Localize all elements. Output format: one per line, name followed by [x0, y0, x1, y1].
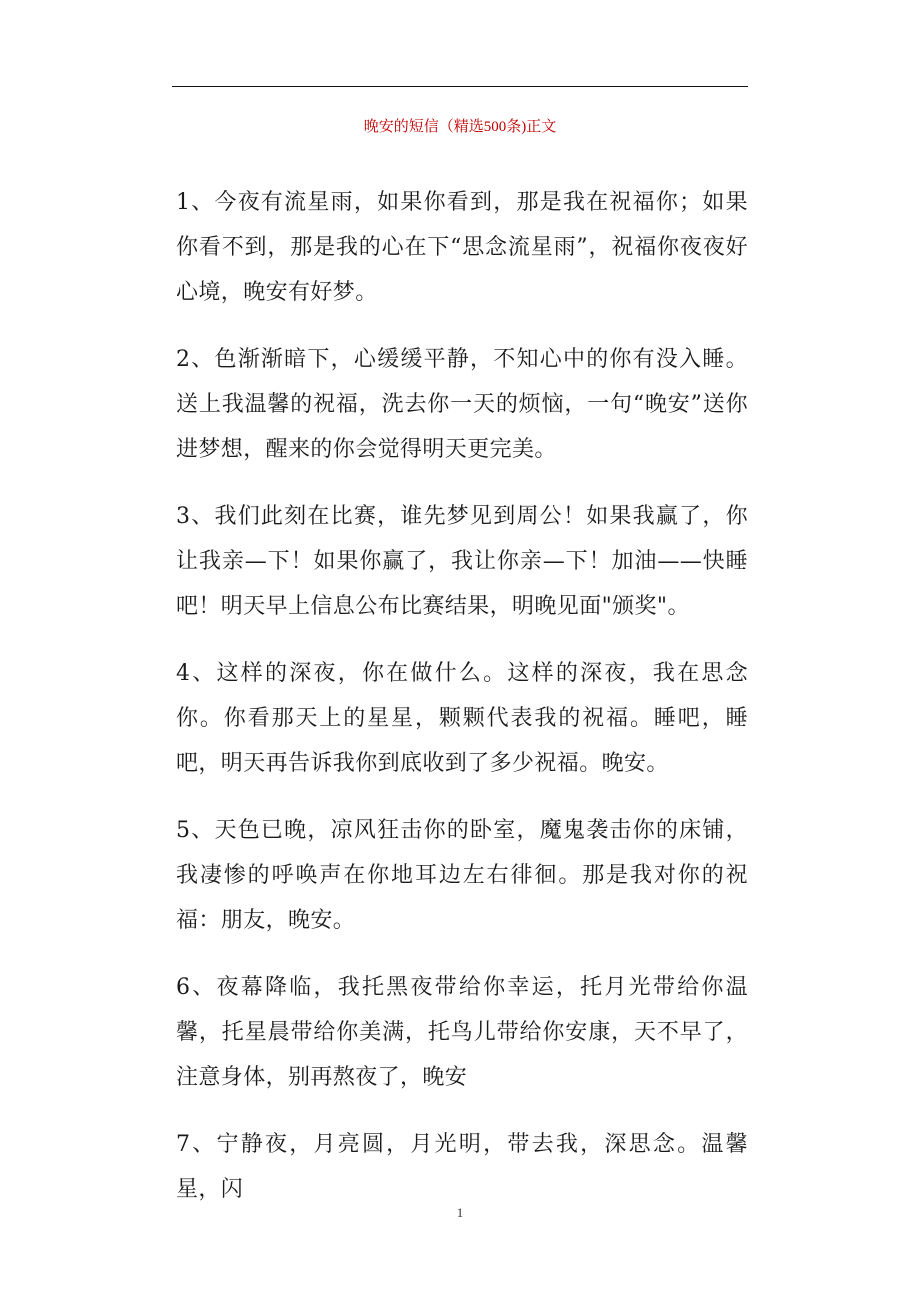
- paragraph-7: 7、宁静夜，月亮圆，月光明，带去我，深思念。温馨星，闪: [176, 1132, 748, 1202]
- paragraph-6: 6、夜幕降临，我托黑夜带给你幸运，托月光带给你温馨，托星晨带给你美满，托鸟儿带给你安康，天不早了，注意身体，别再熬夜了，晚安: [176, 975, 748, 1090]
- page-number: 1: [456, 1205, 464, 1220]
- paragraph-5: 5、天色已晚，凉风狂击你的卧室，魔鬼袭击你的床铺，我凄惨的呼唤声在你地耳边左右徘徊。那是我对你的祝福：朋友，晚安。: [176, 818, 748, 933]
- document-title: 晚安的短信（精选500条)正文: [363, 119, 557, 135]
- document-body: [176, 180, 748, 1234]
- paragraph-3: 3、我们此刻在比赛，谁先梦见到周公！如果我赢了，你让我亲—下！如果你赢了，我让你亲—下！加油——快睡吧！明天早上信息公布比赛结果，明晚见面"颁奖"。: [176, 504, 748, 619]
- paragraph-4: 4、这样的深夜，你在做什么。这样的深夜，我在思念你。你看那天上的星星，颗颗代表我的祝福。睡吧，睡吧，明天再告诉我你到底收到了多少祝福。晚安。: [176, 661, 748, 776]
- paragraph-1: 1、今夜有流星雨，如果你看到，那是我在祝福你；如果你看不到，那是我的心在下“思念流星雨”，祝福你夜夜好心境，晚安有好梦。: [176, 190, 748, 305]
- header-rule: [172, 86, 748, 87]
- paragraph-2: 2、色渐渐暗下，心缓缓平静，不知心中的你有没入睡。送上我温馨的祝福，洗去你一天的烦恼，一句“晚安”送你进梦想，醒来的你会觉得明天更完美。: [176, 347, 748, 462]
